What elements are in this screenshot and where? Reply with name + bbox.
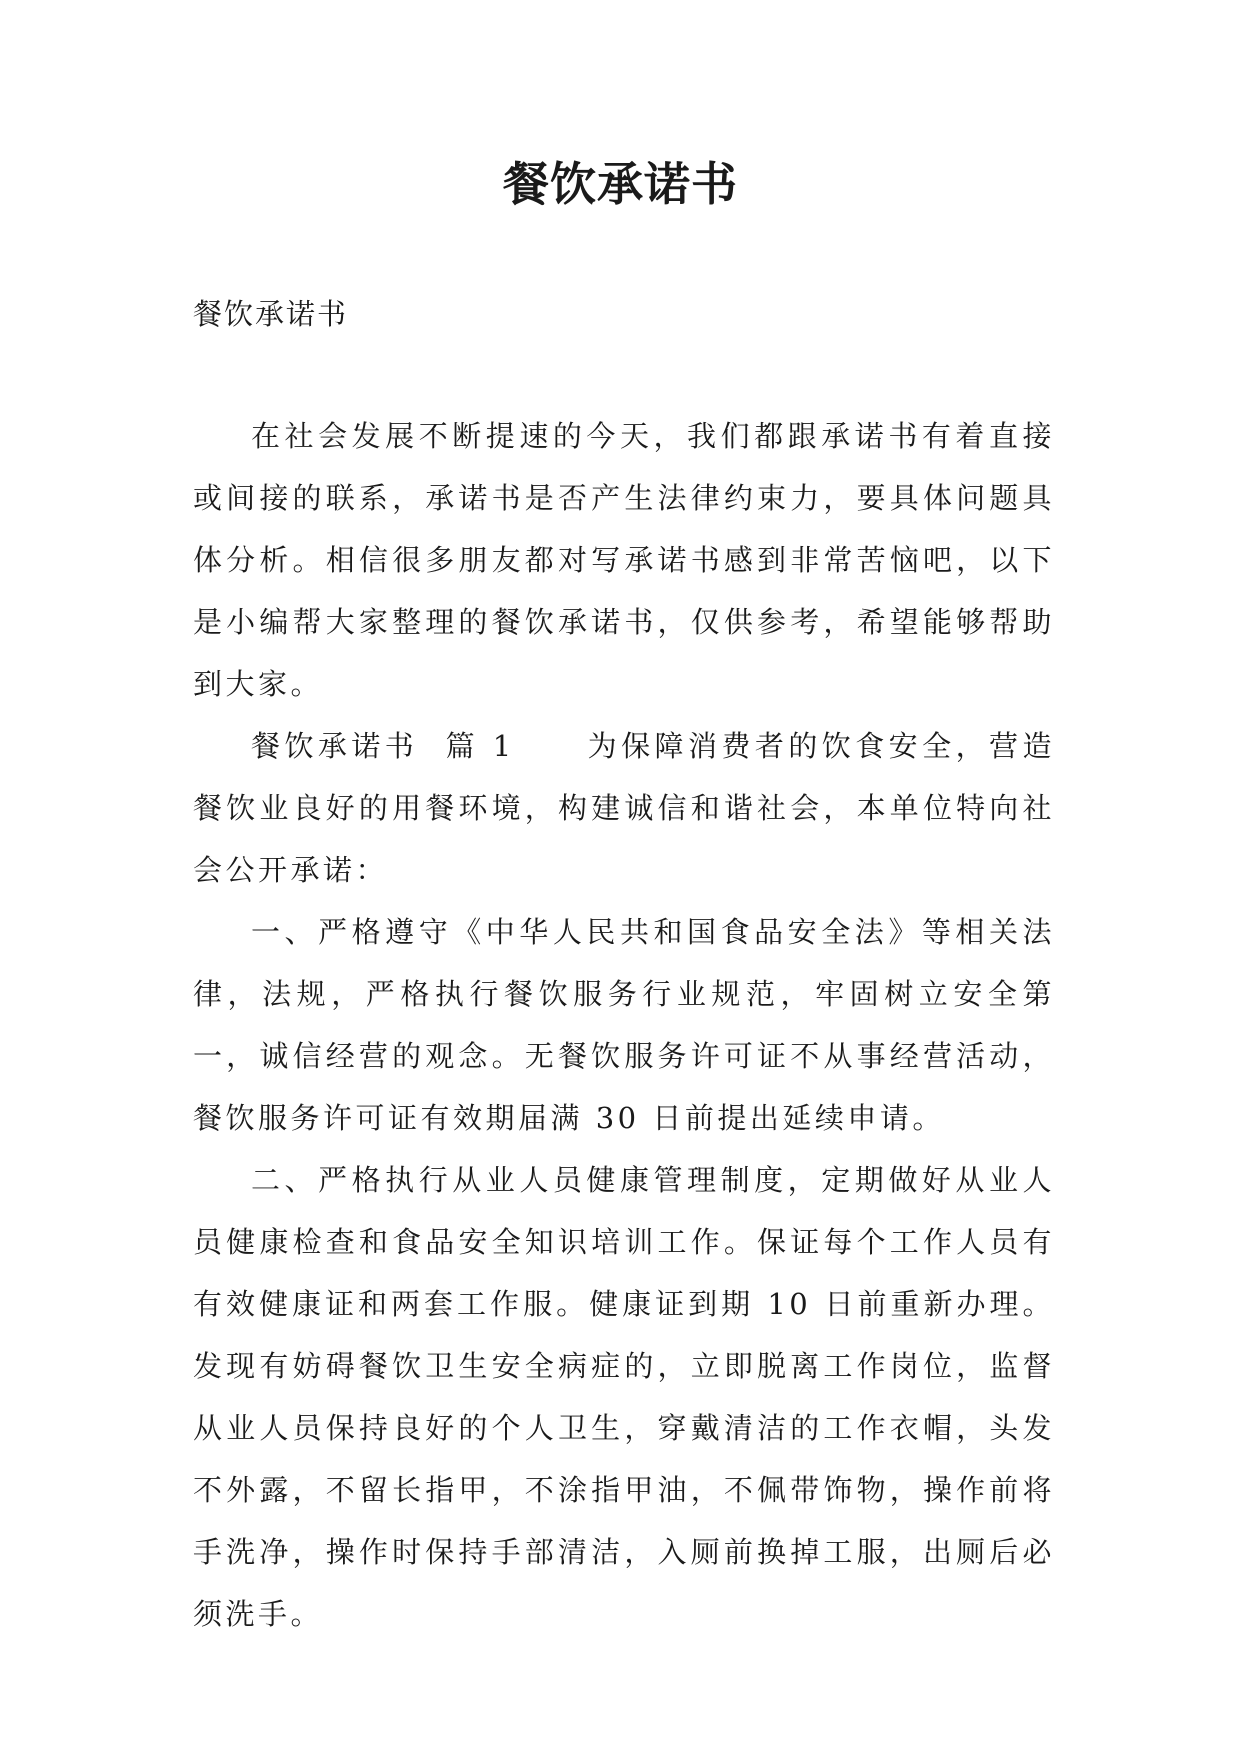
- intro-paragraph: 在社会发展不断提速的今天，我们都跟承诺书有着直接或间接的联系，承诺书是否产生法律约束力，要具体问题具体分析。相信很多朋友都对写承诺书感到非常苦恼吧，以下是小编帮大家整理的餐饮承诺书，仅供参考，希望能够帮助到大家。: [193, 419, 1055, 701]
- section-intro: 为保障消费者的饮食安全，营造餐饮业良好的用餐环境，构建诚信和谐社会，本单位特向社会公开承诺：: [193, 729, 1055, 887]
- item-paragraph-1: 一、严格遵守《中华人民共和国食品安全法》等相关法律，法规，严格执行餐饮服务行业规范，牢固树立安全第一，诚信经营的观念。无餐饮服务许可证不从事经营活动，餐饮服务许可证有效期届满 30 日前提出延续申请。: [193, 915, 1055, 1135]
- section-paragraph: [193, 715, 1055, 901]
- item-paragraph-2: 二、严格执行从业人员健康管理制度，定期做好从业人员健康检查和食品安全知识培训工作。保证每个工作人员有有效健康证和两套工作服。健康证到期 10 日前重新办理。发现有妨碍餐饮卫生安全病症的，立即脱离工作岗位，监督从业人员保持良好的个人卫生，穿戴清洁的工作衣帽，头发不外露，不留长指甲，不涂指甲油，不佩带饰物，操作前将手洗净，操作时保持手部清洁，入厕前换掉工服，出厕后必须洗手。: [193, 1163, 1055, 1631]
- document-subtitle: 餐饮承诺书: [193, 297, 349, 331]
- document-body: [193, 405, 1055, 1645]
- document-title: 餐饮承诺书: [503, 157, 738, 211]
- section-label: 餐饮承诺书 篇 1: [251, 729, 515, 763]
